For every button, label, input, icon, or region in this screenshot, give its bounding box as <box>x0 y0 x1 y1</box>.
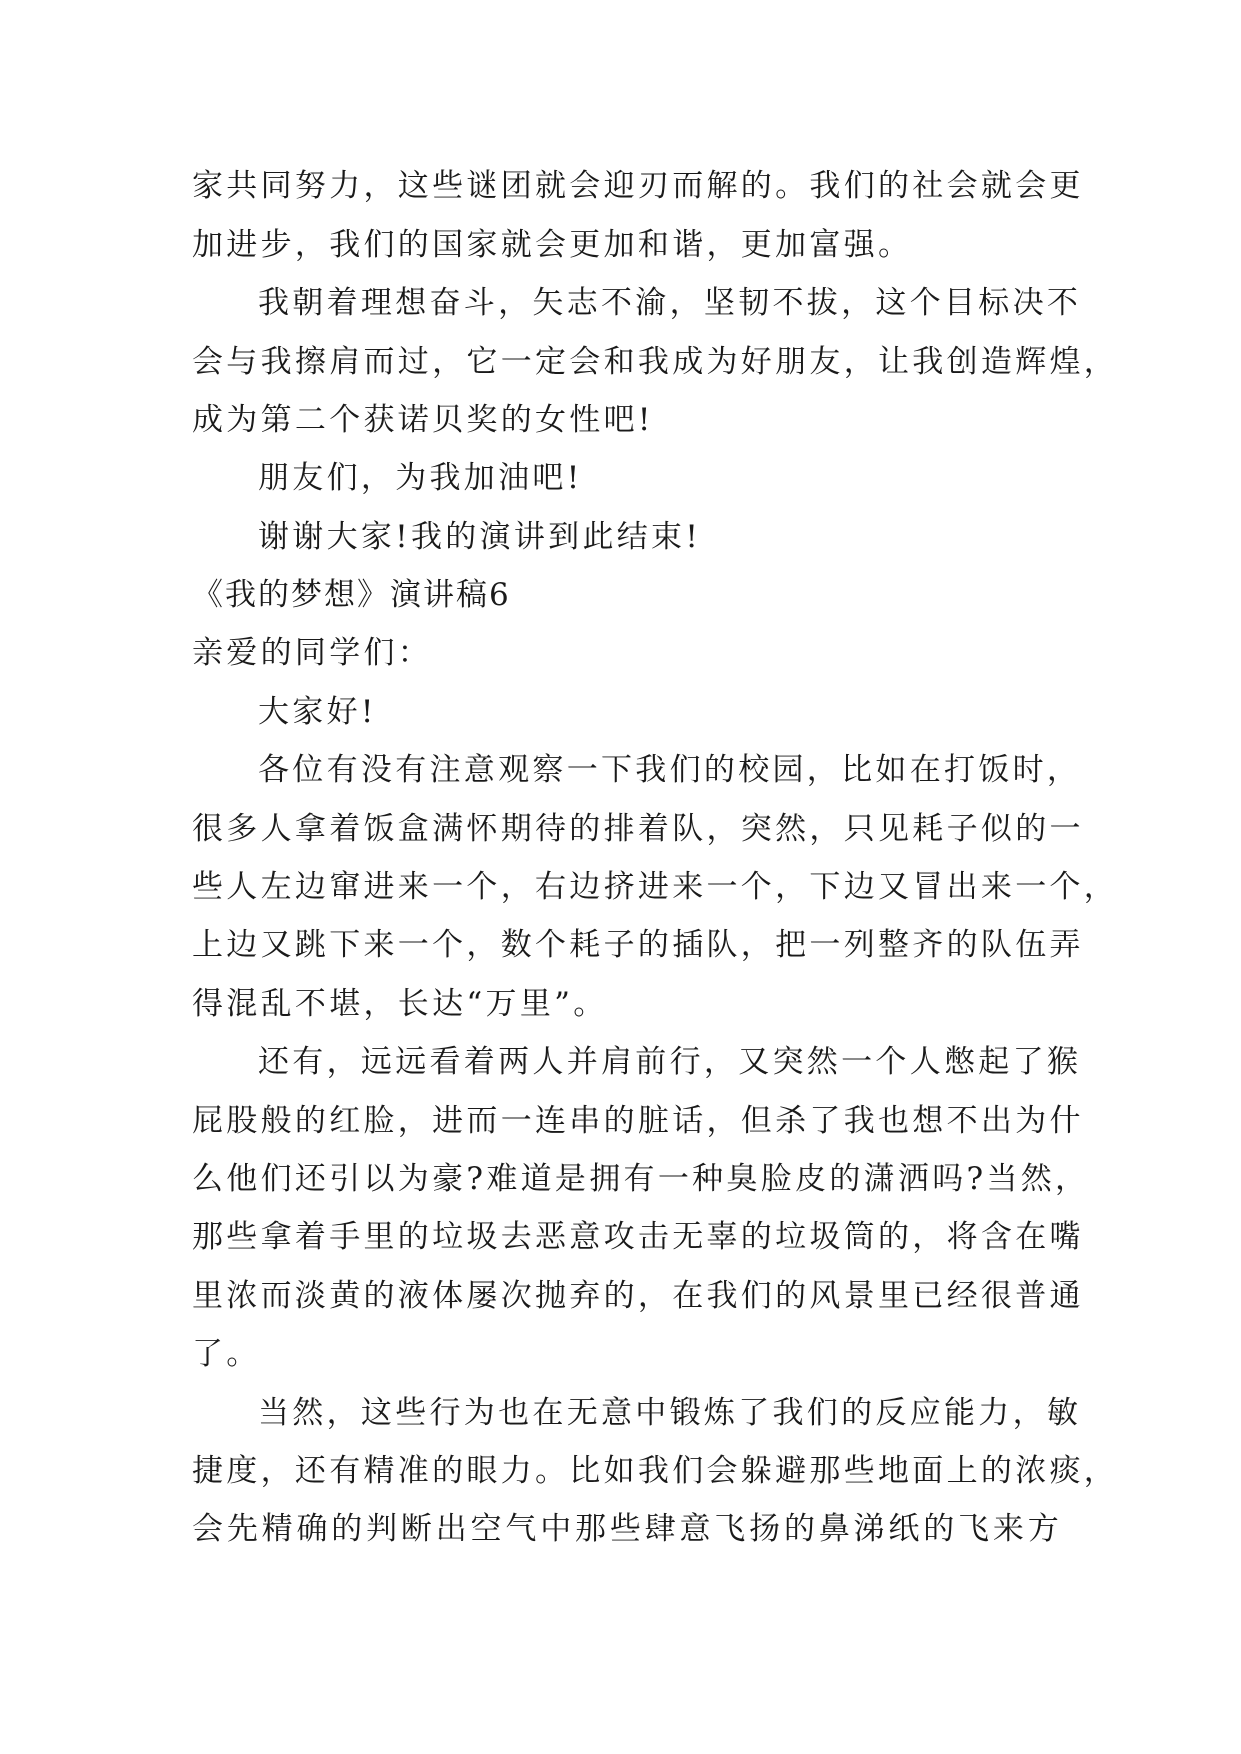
paragraph-line: 得混乱不堪，长达“万里”。 <box>192 986 608 1022</box>
paragraph-line: 些人左边窜进来一个，右边挤进来一个，下边又冒出来一个， <box>192 869 1119 905</box>
paragraph-line: 么他们还引以为豪?难道是拥有一种臭脸皮的潇洒吗?当然， <box>192 1161 1090 1197</box>
paragraph-line: 里浓而淡黄的液体屡次抛弃的，在我们的风景里已经很普通 <box>192 1278 1084 1314</box>
paragraph-line: 上边又跳下来一个，数个耗子的插队，把一列整齐的队伍弄 <box>192 927 1084 963</box>
paragraph-line: 各位有没有注意观察一下我们的校园，比如在打饭时， <box>258 752 1082 788</box>
paragraph-line: 谢谢大家!我的演讲到此结束! <box>258 519 702 555</box>
section-heading: 《我的梦想》演讲稿6 <box>192 577 511 613</box>
paragraph-line: 我朝着理想奋斗，矢志不渝，坚韧不拔，这个目标决不 <box>258 285 1082 321</box>
paragraph-line: 当然，这些行为也在无意中锻炼了我们的反应能力，敏 <box>258 1395 1082 1431</box>
paragraph-line: 捷度，还有精准的眼力。比如我们会躲避那些地面上的浓痰， <box>192 1453 1119 1489</box>
paragraph-line: 很多人拿着饭盒满怀期待的排着队，突然，只见耗子似的一 <box>192 811 1084 847</box>
salutation: 亲爱的同学们： <box>192 635 433 671</box>
paragraph-line: 屁股般的红脸，进而一连串的脏话，但杀了我也想不出为什 <box>192 1103 1084 1139</box>
paragraph-line: 成为第二个获诺贝奖的女性吧! <box>192 402 654 438</box>
paragraph-line: 会与我擦肩而过，它一定会和我成为好朋友，让我创造辉煌， <box>192 344 1119 380</box>
paragraph-line: 家共同努力，这些谜团就会迎刃而解的。我们的社会就会更 <box>192 168 1084 204</box>
paragraph-line: 加进步，我们的国家就会更加和谐，更加富强。 <box>192 227 913 263</box>
paragraph-line: 那些拿着手里的垃圾去恶意攻击无辜的垃圾筒的，将含在嘴 <box>192 1219 1084 1255</box>
greeting: 大家好! <box>258 694 377 730</box>
paragraph-line: 了。 <box>192 1336 261 1372</box>
paragraph-line: 还有，远远看着两人并肩前行，又突然一个人憋起了猴 <box>258 1044 1082 1080</box>
paragraph-line: 朋友们，为我加油吧! <box>258 460 583 496</box>
paragraph-line: 会先精确的判断出空气中那些肆意飞扬的鼻涕纸的飞来方 <box>192 1511 1062 1547</box>
